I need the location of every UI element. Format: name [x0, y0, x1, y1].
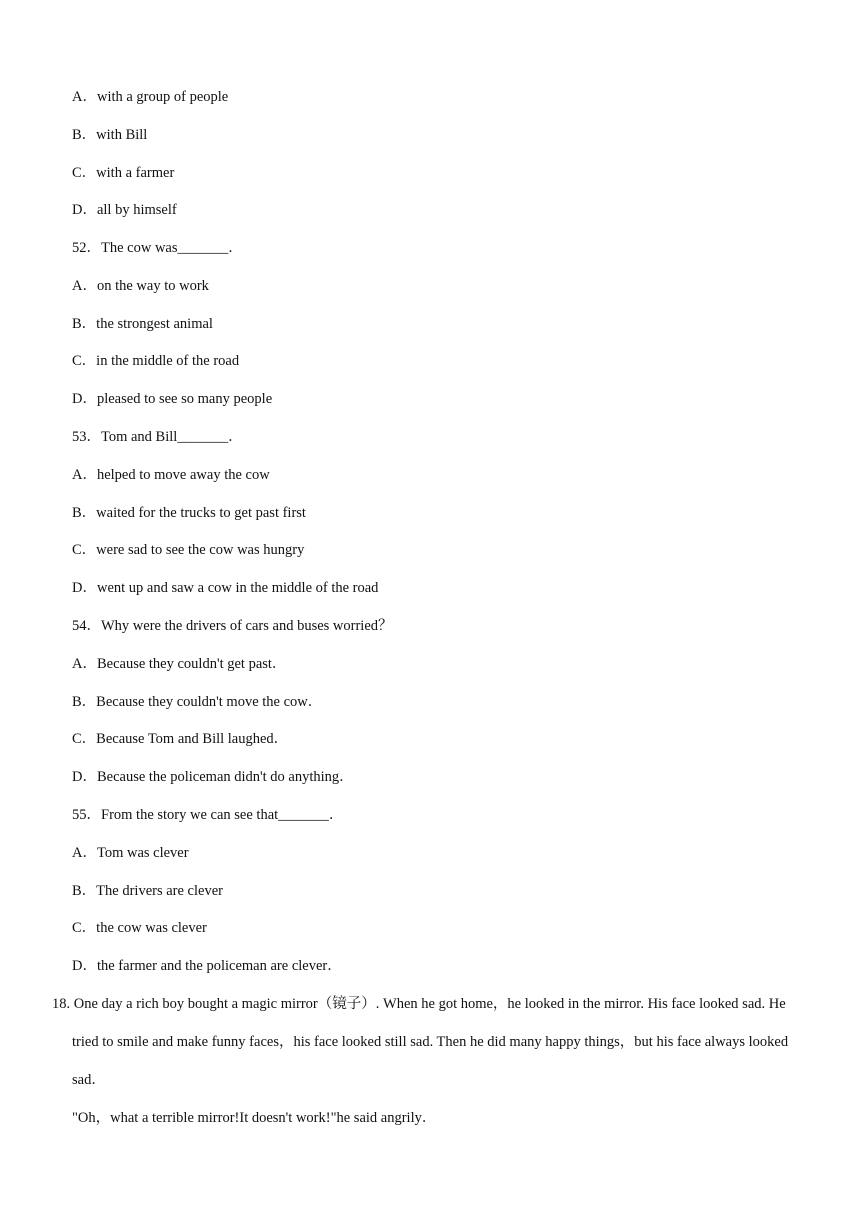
q52-option-b: B．the strongest animal	[72, 316, 213, 332]
q53-option-b: B．waited for the trucks to get past first	[72, 505, 306, 521]
q54-stem: 54．Why were the drivers of cars and buses worried？	[72, 618, 393, 634]
q51-option-b: B．with Bill	[72, 127, 148, 143]
q55-stem: 55．From the story we can see that_______．	[72, 807, 344, 823]
passage-line-1: 18. One day a rich boy bought a magic mirror（镜子）. When he got home，he looked in the mirror. His face looked sad. He	[52, 996, 786, 1012]
q54-option-a: A．Because they couldn't get past．	[72, 656, 287, 672]
q51-option-c: C．with a farmer	[72, 165, 175, 181]
q54-option-b: B．Because they couldn't move the cow．	[72, 694, 323, 710]
q55-option-b: B．The drivers are clever	[72, 883, 223, 899]
q53-stem: 53．Tom and Bill_______．	[72, 429, 243, 445]
q51-option-a: A．with a group of people	[72, 89, 229, 105]
q54-option-c: C．Because Tom and Bill laughed．	[72, 731, 289, 747]
q55-option-a: A．Tom was clever	[72, 845, 189, 861]
passage-line-2: tried to smile and make funny faces，his face looked still sad. Then he did many happy things，but his face always looked	[72, 1034, 789, 1050]
q55-option-c: C．the cow was clever	[72, 920, 207, 936]
q52-option-c: C．in the middle of the road	[72, 353, 240, 369]
q52-option-d: D．pleased to see so many people	[72, 391, 273, 407]
q55-option-d: D．the farmer and the policeman are clever．	[72, 958, 342, 974]
q53-option-a: A．helped to move away the cow	[72, 467, 270, 483]
q52-stem: 52．The cow was_______．	[72, 240, 243, 256]
q54-option-d: D．Because the policeman didn't do anything．	[72, 769, 354, 785]
passage-quote: "Oh，what a terrible mirror!It doesn't work!"he said angrily．	[72, 1110, 437, 1126]
q53-option-c: C．were sad to see the cow was hungry	[72, 542, 305, 558]
q51-option-d: D．all by himself	[72, 202, 177, 218]
passage-line-3: sad．	[72, 1072, 106, 1088]
q52-option-a: A．on the way to work	[72, 278, 209, 294]
q53-option-d: D．went up and saw a cow in the middle of the road	[72, 580, 379, 596]
